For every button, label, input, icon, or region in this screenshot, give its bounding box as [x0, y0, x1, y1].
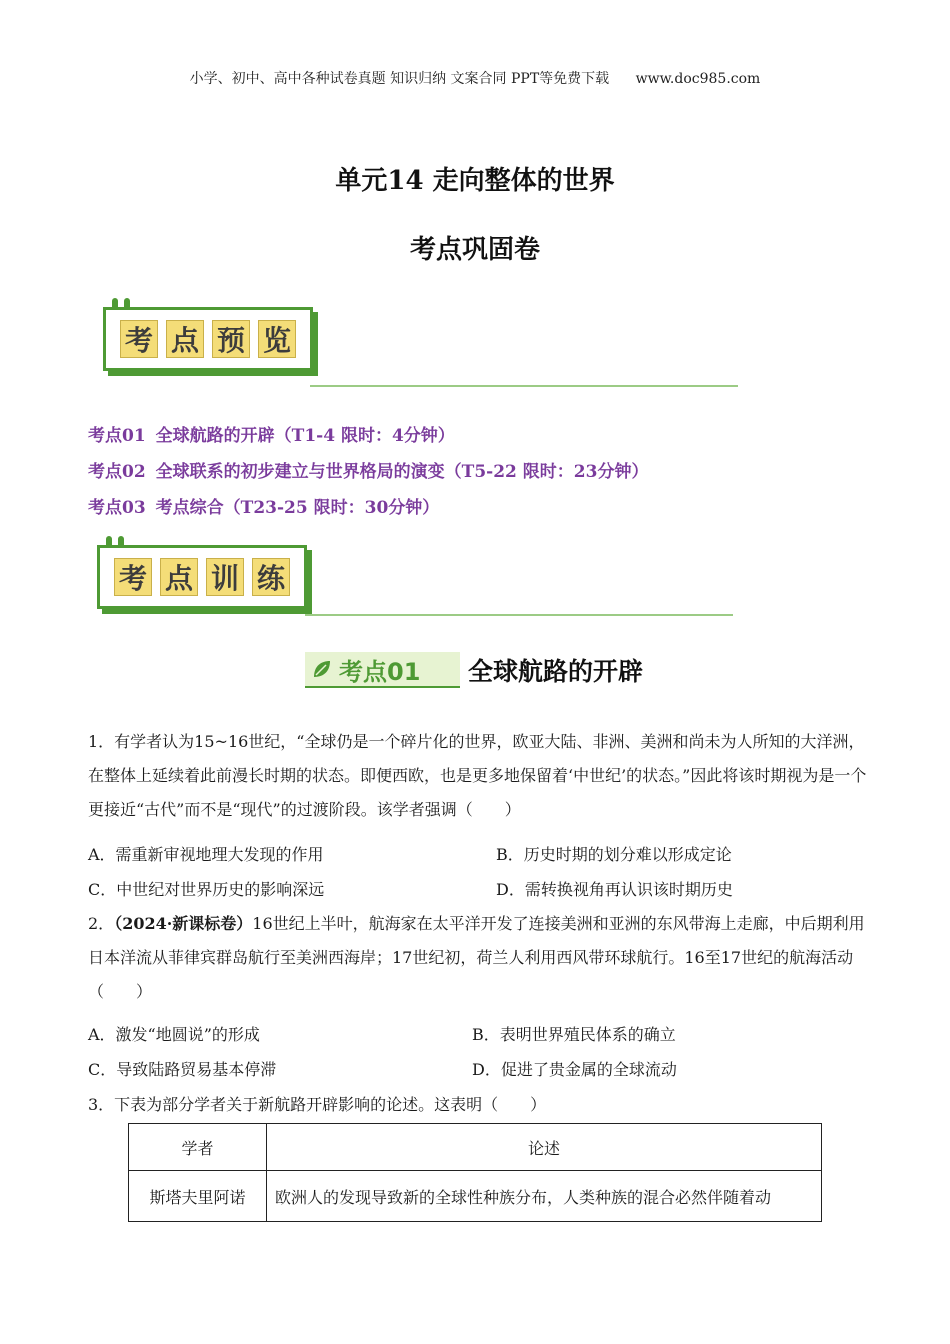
- banner-char: 点: [160, 558, 198, 596]
- table-row: [129, 1171, 822, 1222]
- section-heading: [305, 648, 643, 692]
- banner-char: 练: [252, 558, 290, 596]
- preview-text: 全球联系的初步建立与世界格局的演变（T5-22 限时：23分钟）: [155, 462, 649, 482]
- q2-option-d[interactable]: D．促进了贵金属的全球流动: [472, 1060, 677, 1079]
- q1-option-c[interactable]: C．中世纪对世界历史的影响深远: [88, 880, 325, 899]
- question-2-stem: [88, 907, 868, 1009]
- banner-preview: [103, 307, 313, 371]
- section-badge: [305, 652, 460, 688]
- q2-source: （2024·新课标卷）: [114, 914, 253, 933]
- q2-option-a[interactable]: A．激发“地圆说”的形成: [88, 1025, 260, 1044]
- preview-code: 考点02: [88, 462, 146, 482]
- table-header: 学者: [129, 1124, 267, 1171]
- table-header: 论述: [267, 1124, 822, 1171]
- preview-text: 考点综合（T23-25 限时：30分钟）: [155, 498, 440, 518]
- preview-item: [88, 493, 449, 518]
- table-header-row: [129, 1124, 822, 1171]
- q2-number: 2．: [88, 914, 115, 933]
- divider: [305, 614, 733, 616]
- question-3-stem: 3．下表为部分学者关于新航路开辟影响的论述。这表明（ ）: [88, 1095, 547, 1114]
- q2-option-c[interactable]: C．导致陆路贸易基本停滞: [88, 1060, 277, 1079]
- preview-item: [88, 457, 658, 482]
- banner-char: 预: [212, 320, 250, 358]
- banner-char: 览: [258, 320, 296, 358]
- page-title: 单元14 走向整体的世界: [335, 166, 615, 196]
- banner-char: 考: [114, 558, 152, 596]
- page-header: [0, 68, 950, 88]
- preview-text: 全球航路的开辟（T1-4 限时：4分钟）: [155, 426, 455, 446]
- table-cell: 斯塔夫里阿诺: [129, 1171, 267, 1222]
- header-site-link[interactable]: www.doc985.com: [635, 71, 761, 87]
- preview-item: [88, 421, 465, 446]
- q2-text: 16世纪上半叶，航海家在太平洋开发了连接美洲和亚洲的东风带海上走廊，中后期利用日本洋流从菲律宾群岛航行至美洲西海岸；17世纪初，荷兰人利用西风带环球航行。16至17世纪的航海活动（ ）: [88, 914, 865, 1001]
- leaf-icon: [311, 658, 333, 680]
- divider: [310, 385, 738, 387]
- banner-char: 考: [120, 320, 158, 358]
- page-subtitle: 考点巩固卷: [409, 235, 540, 265]
- table-cell: 欧洲人的发现导致新的全球性种族分布，人类种族的混合必然伴随着动: [267, 1171, 822, 1222]
- question-1-stem: 1．有学者认为15~16世纪，“全球仍是一个碎片化的世界，欧亚大陆、非洲、美洲和尚未为人所知的大洋洲，在整体上延续着此前漫长时期的状态。即便西欧，也是更多地保留着‘中世纪’的状态。”因此将该时期视为是一个更接近“古代”而不是“现代”的过渡阶段。该学者强调（ ）: [88, 732, 867, 819]
- section-title: 全球航路的开辟: [468, 657, 644, 686]
- banner-char: 点: [166, 320, 204, 358]
- header-text: 小学、初中、高中各种试卷真题 知识归纳 文案合同 PPT等免费下载: [189, 71, 610, 87]
- q1-option-b[interactable]: B．历史时期的划分难以形成定论: [496, 845, 732, 864]
- banner-char: 训: [206, 558, 244, 596]
- banner-training: [97, 545, 307, 609]
- q3-table: [128, 1123, 822, 1222]
- q1-option-d[interactable]: D．需转换视角再认识该时期历史: [496, 880, 733, 899]
- q2-option-b[interactable]: B．表明世界殖民体系的确立: [472, 1025, 676, 1044]
- section-badge-label: 考点01: [339, 657, 421, 686]
- preview-code: 考点03: [88, 498, 146, 518]
- preview-code: 考点01: [88, 426, 146, 446]
- q1-option-a[interactable]: A．需重新审视地理大发现的作用: [88, 845, 324, 864]
